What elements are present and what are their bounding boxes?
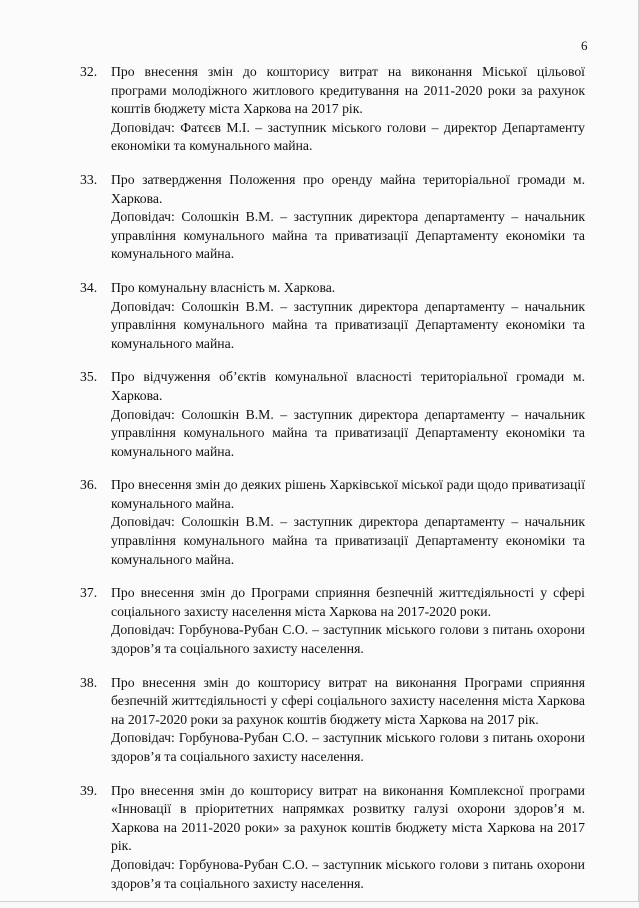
item-title: Про комунальну власність м. Харкова. <box>111 279 336 295</box>
item-title: Про затвердження Положення про оренду майна територіальної громади м. Харкова. <box>111 171 585 206</box>
item-number: 39. <box>80 782 98 798</box>
speaker-text: Солошкін В.М. – заступник директора департаменту – начальник управління комунального майна та приватизації Департаменту економіки та комунального майна. <box>111 209 585 262</box>
agenda-item <box>80 171 585 264</box>
agenda-list <box>80 63 585 908</box>
agenda-item <box>80 279 585 353</box>
item-title: Про внесення змін до деяких рішень Харківської міської ради щодо приватизації комунального майна. <box>111 477 585 511</box>
speaker-text: Горбунова-Рубан С.О. – заступник міського голови з питань охорони здоров’я та соціального захисту населення. <box>111 856 585 891</box>
speaker-text: Фатєєв М.І. – заступник міського голови – директор Департаменту економіки та комунального майна. <box>111 119 585 154</box>
agenda-item <box>80 782 585 894</box>
speaker-text: Солошкін В.М. – заступник директора департаменту – начальник управління комунального майна та приватизації Департаменту економіки та комунального майна. <box>111 514 585 567</box>
item-speaker <box>111 856 585 893</box>
speaker-label: Доповідач : <box>111 730 179 745</box>
item-speaker <box>111 208 585 264</box>
item-number: 37. <box>80 585 98 601</box>
page-number: 6 <box>581 38 588 53</box>
speaker-text: Солошкін В.М. – заступник директора департаменту – начальник управління комунального майна та приватизації Департаменту економіки та комунального майна. <box>111 406 585 459</box>
speaker-label: Доповідач : <box>111 120 180 135</box>
speaker-text: Солошкін В.М. – заступник директора департаменту – начальник управління комунального майна та приватизації Департаменту економіки та комунального майна. <box>111 298 585 351</box>
item-title: Про внесення змін до кошторису витрат на виконання Комплексної програми «Інновації в пріоритетних напрямках розвитку галузі охорони здоров’я м. Харкова на 2011-2020 роки» за рахунок коштів бюджету міста Харкова на 2017 рік. <box>111 782 585 854</box>
item-title: Про внесення змін до кошторису витрат на виконання Програми сприяння безпечній життєдіяльності у сфері соціального захисту населення міста Харкова на 2017-2020 роки за рахунок коштів бюджету міста Харкова на 2017 рік. <box>111 674 585 727</box>
item-number: 32. <box>80 64 98 79</box>
item-number: 34. <box>80 279 98 295</box>
item-number: 36. <box>80 477 98 493</box>
item-title: Про внесення змін до Програми сприяння безпечній життєдіяльності у сфері соціального захисту населення міста Харкова на 2017-2020 роки. <box>111 585 585 619</box>
item-speaker <box>111 621 585 658</box>
item-speaker <box>111 298 585 354</box>
speaker-text: Горбунова-Рубан С.О. – заступник міського голови з питань охорони здоров’я та соціального захисту населення. <box>111 622 585 657</box>
item-speaker <box>111 406 585 462</box>
item-speaker <box>111 119 585 156</box>
speaker-label: Доповідач : <box>111 407 181 422</box>
agenda-item <box>80 584 585 658</box>
speaker-label: Доповідач : <box>111 622 179 637</box>
item-speaker <box>111 729 585 766</box>
item-number: 35. <box>80 369 98 385</box>
agenda-item <box>80 674 585 767</box>
item-number: 38. <box>80 674 98 690</box>
item-number: 33. <box>80 171 98 187</box>
item-title: Про відчуження об’єктів комунальної власності територіальної громади м. Харкова. <box>111 369 585 403</box>
speaker-label: Доповідач : <box>111 209 181 224</box>
item-speaker <box>111 513 585 569</box>
speaker-text: Горбунова-Рубан С.О. – заступник міського голови з питань охорони здоров’я та соціального захисту населення. <box>111 730 585 764</box>
speaker-label: Доповідач : <box>111 514 181 529</box>
item-title: Про внесення змін до кошторису витрат на виконання Міської цільової програми молодіжного житлового кредитування на 2011-2020 роки за рахунок коштів бюджету міста Харкова на 2017 рік. <box>111 64 585 117</box>
speaker-label: Доповідач : <box>111 857 179 872</box>
agenda-item <box>80 368 585 461</box>
agenda-item <box>80 63 585 156</box>
speaker-label: Доповідач : <box>111 299 181 314</box>
agenda-item <box>80 476 585 569</box>
